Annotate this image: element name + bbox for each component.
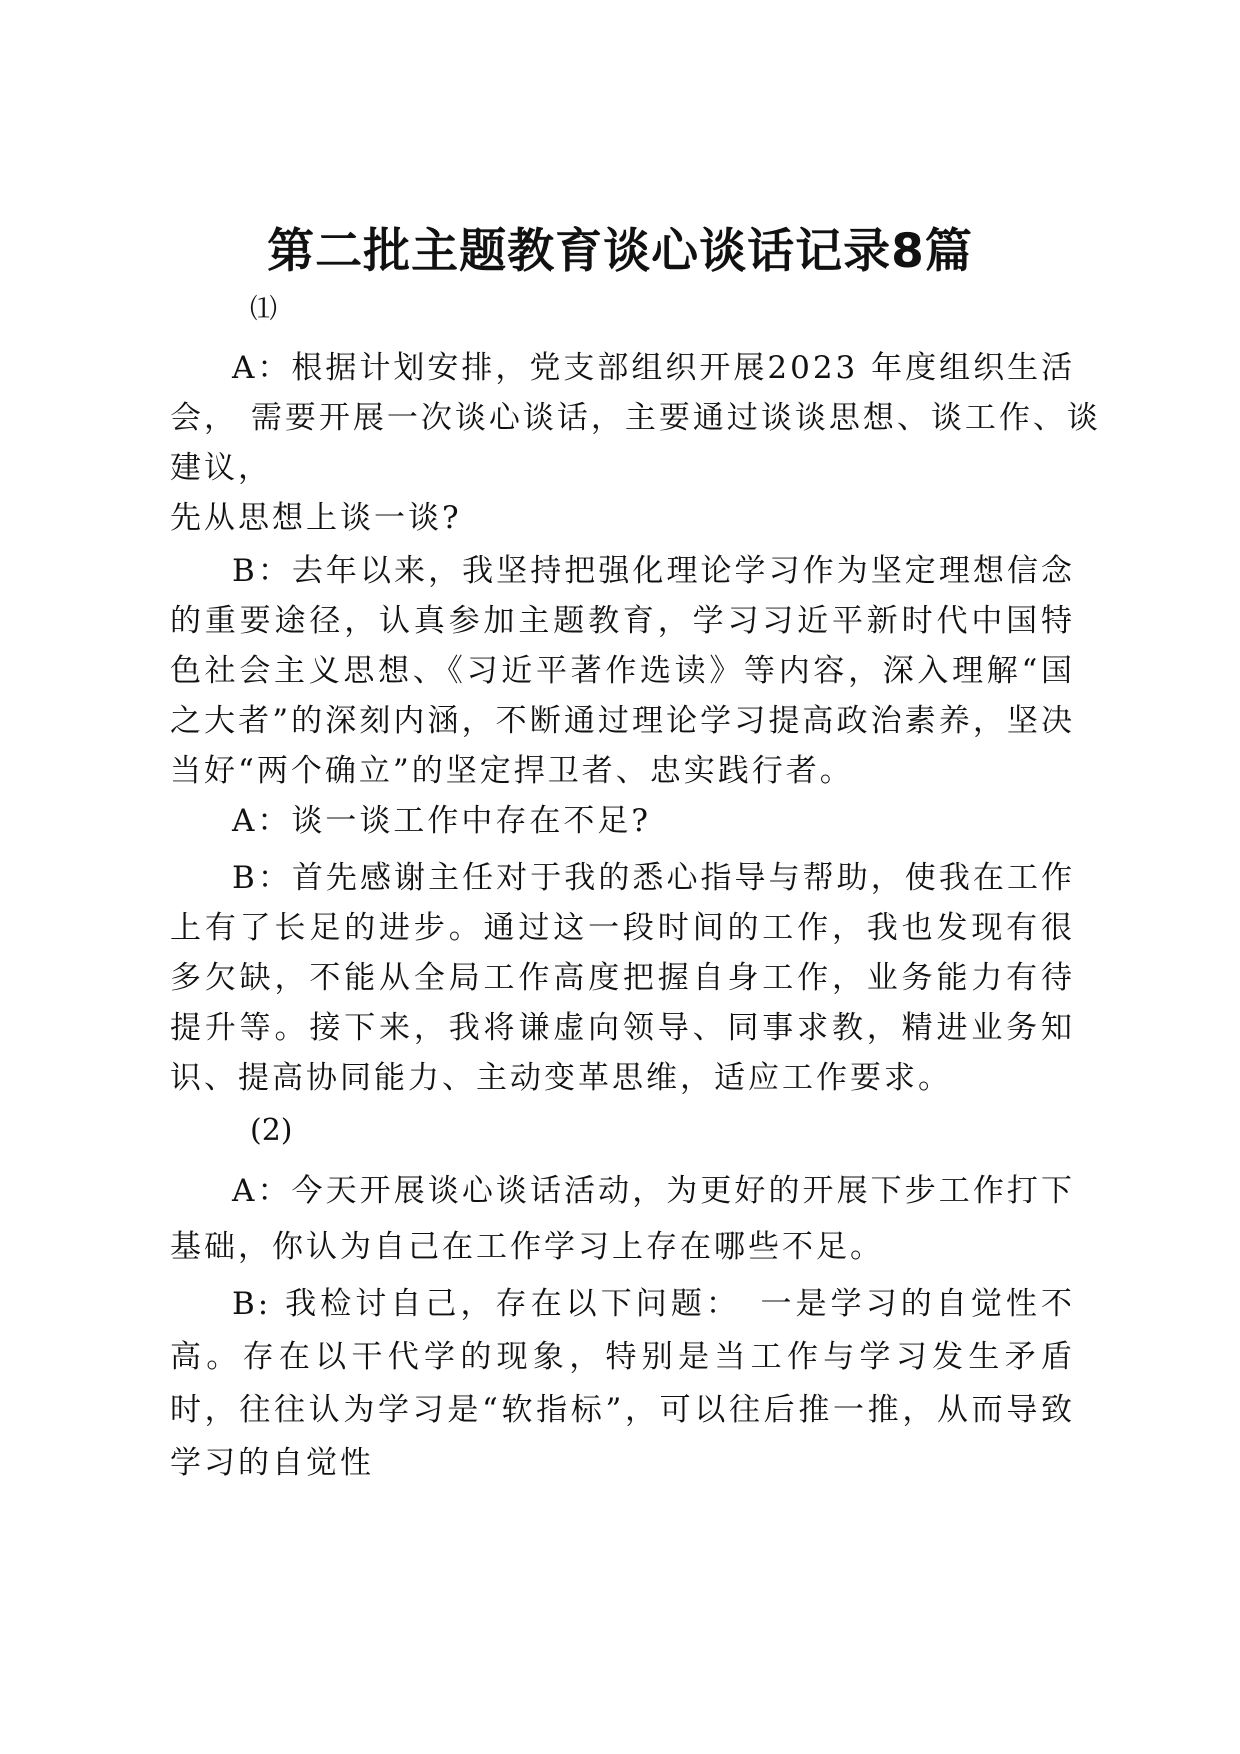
section-marker-1: ⑴	[250, 294, 277, 325]
section-1-paragraph-b2: B：首先感谢主任对于我的悉心指导与帮助，使我在工作上有了长足的进步。通过这一段时间的工作，我也发现有很多欠缺，不能从全局工作高度把握自身工作，业务能力有待提升等。接下来，我将谦虚向领导、同事求教，精进业务知识、提高协同能力、主动变革思维，适应工作要求。	[170, 860, 1075, 1096]
section-1-line-1: A：根据计划安排，党支部组织开展2023 年度组织生活	[232, 350, 1076, 386]
document-title: 第二批主题教育谈心谈话记录8篇	[267, 224, 973, 279]
section-1-paragraph-a2: A：谈一谈工作中存在不足?	[232, 803, 652, 839]
section-1-line-4: 先从思想上谈一谈?	[170, 500, 462, 536]
section-1-line-3: 建议，	[170, 450, 272, 486]
section-2-paragraph-b1: B: 我检讨自己，存在以下问题： 一是学习的自觉性不高。存在以干代学的现象，特别是当工作与学习发生矛盾时，往往认为学习是“软指标”，可以往后推一推，从而导致学习的自觉性	[170, 1286, 1075, 1481]
section-1-line-2: 会， 需要开展一次谈心谈话，主要通过谈谈思想、谈工作、谈	[170, 400, 1101, 436]
section-1-paragraph-b1: B：去年以来，我坚持把强化理论学习作为坚定理想信念的重要途径，认真参加主题教育，学习习近平新时代中国特色社会主义思想、《习近平著作选读》等内容，深入理解“国之大者”的深刻内涵，不断通过理论学习提高政治素养，坚决当好“两个确立”的坚定捍卫者、忠实践行者。	[170, 553, 1075, 789]
section-2-paragraph-a1: A：今天开展谈心谈话活动，为更好的开展下步工作打下基础，你认为自己在工作学习上存在哪些不足。	[170, 1173, 1075, 1265]
section-marker-2: (2)	[250, 1113, 293, 1148]
